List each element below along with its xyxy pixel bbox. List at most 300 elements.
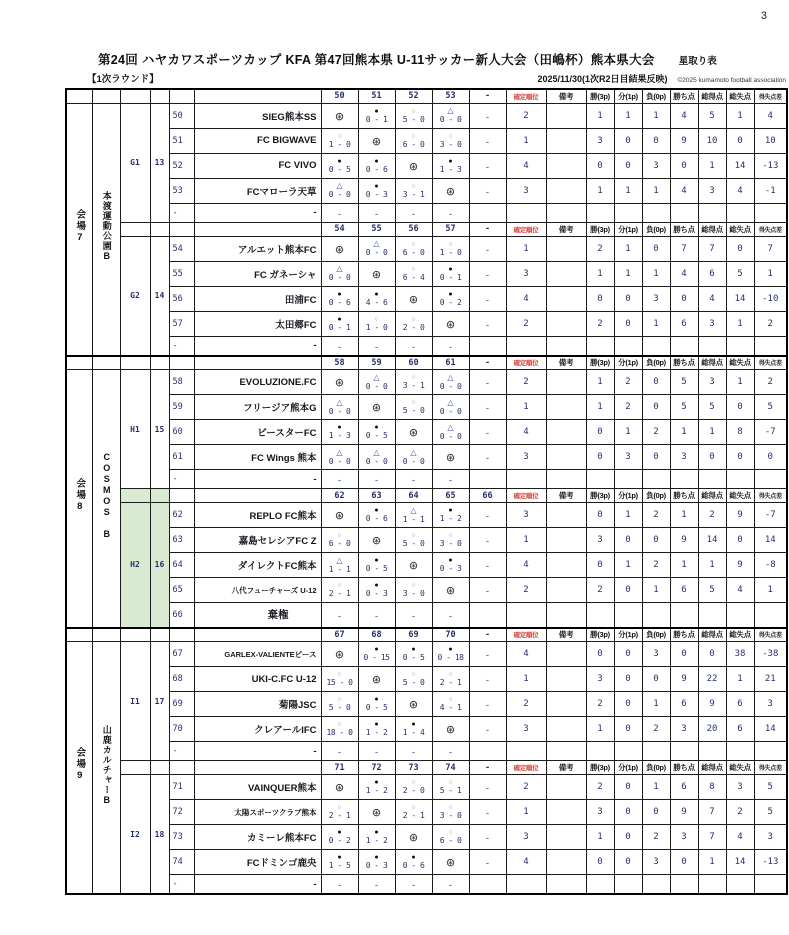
remarks-cell <box>546 395 586 420</box>
wins-cell: 1 <box>586 370 614 395</box>
score-text: 5 - 1 <box>439 786 462 795</box>
team-name-cell: ビースターFC <box>194 420 321 445</box>
goal-diff-cell: -10 <box>754 286 787 311</box>
goals-for-cell: 1 <box>698 153 726 178</box>
result-cell <box>321 742 358 761</box>
wins-cell <box>586 336 614 356</box>
result-cell <box>432 178 469 203</box>
score-text: 0 - 6 <box>365 164 388 174</box>
group-header-spacer <box>120 489 150 503</box>
result-cell <box>469 203 506 222</box>
win-mark-icon: ○ <box>411 265 416 273</box>
result-cell <box>469 336 506 356</box>
remarks-cell <box>546 178 586 203</box>
team-row <box>66 261 787 286</box>
team-row <box>66 825 787 850</box>
empty-row <box>66 336 787 356</box>
goals-for-cell <box>698 603 726 628</box>
losses-cell <box>642 742 670 761</box>
result-cell <box>395 667 432 692</box>
result-cell <box>358 503 395 528</box>
result-cell <box>358 103 395 128</box>
league-number: 15 <box>150 370 169 489</box>
score-text: 6 - 0 <box>402 247 425 257</box>
result-cell <box>432 336 469 356</box>
rank-cell: 3 <box>506 717 546 742</box>
result-date-note: 2025/11/30(1次R2日目結果反映) <box>537 74 668 84</box>
rank-cell: 2 <box>506 775 546 800</box>
draw-mark-icon: △ <box>447 372 454 382</box>
team-number-cell: - <box>169 203 194 222</box>
result-cell <box>432 667 469 692</box>
team-row <box>66 420 787 445</box>
loss-mark-icon: ● <box>337 157 342 165</box>
draws-cell: 0 <box>614 825 642 850</box>
points-cell <box>670 742 698 761</box>
losses-cell <box>642 470 670 489</box>
self-match-icon: ⊛ <box>445 585 456 597</box>
team-name-cell: FC VIVO <box>194 153 321 178</box>
losses-cell: 1 <box>642 311 670 336</box>
team-name-cell: 田浦FC <box>194 286 321 311</box>
result-cell <box>432 420 469 445</box>
win-mark-icon: ○ <box>411 399 416 406</box>
draws-cell: 0 <box>614 286 642 311</box>
result-cell <box>358 667 395 692</box>
no-match-dash: - <box>375 747 378 757</box>
no-match-dash: - <box>338 341 341 352</box>
team-number-cell: 72 <box>169 800 194 825</box>
goals-against-cell: 4 <box>726 578 754 603</box>
result-cell <box>395 286 432 311</box>
score-text: 0 - 6 <box>328 297 351 307</box>
wins-cell <box>586 470 614 489</box>
no-match-dash: - <box>486 294 489 305</box>
points-cell: 1 <box>670 503 698 528</box>
no-match-dash: - <box>486 675 489 685</box>
opponent-column-header: 67 <box>321 628 358 642</box>
rank-column-header: 確定順位 <box>506 356 546 370</box>
losses-cell: 1 <box>642 178 670 203</box>
draws-cell: 0 <box>614 775 642 800</box>
wins-cell: 2 <box>586 775 614 800</box>
draws-cell: 0 <box>614 800 642 825</box>
losses-column-header: 負(0p) <box>642 356 670 370</box>
league-number: 16 <box>150 503 169 628</box>
loss-mark-icon: ● <box>448 646 453 653</box>
opponent-column-header: 54 <box>321 222 358 236</box>
win-mark-icon: ○ <box>337 582 342 589</box>
score-text: 0 - 18 <box>437 653 464 662</box>
result-cell <box>432 825 469 850</box>
result-cell <box>321 395 358 420</box>
points-cell: 0 <box>670 850 698 875</box>
draws-column-header: 分(1p) <box>614 761 642 775</box>
score-text: 18 - 0 <box>326 728 353 737</box>
win-mark-icon: ○ <box>374 315 379 323</box>
result-cell <box>432 553 469 578</box>
loss-mark-icon: ● <box>374 646 379 653</box>
wins-column-header: 勝(3p) <box>586 89 614 103</box>
opponent-column-header: 66 <box>469 489 506 503</box>
team-number-cell: 53 <box>169 178 194 203</box>
result-cell <box>358 445 395 470</box>
rank-cell: 1 <box>506 667 546 692</box>
wins-cell: 2 <box>586 311 614 336</box>
score-text: 0 - 0 <box>365 456 388 466</box>
result-cell <box>469 286 506 311</box>
loss-mark-icon: ● <box>337 854 342 861</box>
goal-diff-cell: 14 <box>754 717 787 742</box>
points-cell: 0 <box>670 153 698 178</box>
team-name-cell: クレアールIFC <box>194 717 321 742</box>
goals-for-cell: 5 <box>698 578 726 603</box>
team-name-cell: GARLEX-VALIENTEピース <box>194 642 321 667</box>
loss-mark-icon: ● <box>411 646 416 653</box>
goals-for-cell: 0 <box>698 642 726 667</box>
team-name-cell: フリージア熊本G <box>194 395 321 420</box>
goals-for-cell: 5 <box>698 395 726 420</box>
wins-cell: 0 <box>586 553 614 578</box>
result-cell <box>432 286 469 311</box>
team-name-cell: VAINQUER熊本 <box>194 775 321 800</box>
no-match-dash: - <box>486 725 489 735</box>
result-cell <box>432 875 469 895</box>
goal-diff-cell: 5 <box>754 775 787 800</box>
team-row <box>66 692 787 717</box>
win-mark-icon: ○ <box>448 240 453 248</box>
rank-cell: 4 <box>506 286 546 311</box>
result-cell <box>358 603 395 628</box>
goals-against-column-header: 総失点 <box>726 489 754 503</box>
empty-row <box>66 742 787 761</box>
team-number-cell: - <box>169 470 194 489</box>
score-text: 0 - 0 <box>402 456 425 466</box>
group-label: I2 <box>120 775 150 895</box>
points-cell <box>670 203 698 222</box>
rank-cell: 3 <box>506 445 546 470</box>
goals-for-cell: 1 <box>698 850 726 875</box>
goal-diff-cell <box>754 742 787 761</box>
result-cell <box>469 528 506 553</box>
goals-against-cell: 14 <box>726 286 754 311</box>
goals-for-cell <box>698 742 726 761</box>
wins-cell <box>586 603 614 628</box>
remarks-cell <box>546 128 586 153</box>
remarks-cell <box>546 825 586 850</box>
score-text: 0 - 3 <box>365 861 388 870</box>
opponent-column-header: 59 <box>358 356 395 370</box>
losses-cell <box>642 875 670 895</box>
venue-name-label-text: 本渡運動公園B <box>101 191 112 262</box>
sub-header-row <box>65 71 786 85</box>
score-text: 2 - 1 <box>439 678 462 687</box>
result-cell <box>432 800 469 825</box>
team-row <box>66 236 787 261</box>
goals-against-cell <box>726 203 754 222</box>
league-number: 14 <box>150 236 169 356</box>
goal-diff-cell: -13 <box>754 850 787 875</box>
score-text: 15 - 0 <box>326 678 353 687</box>
score-text: 0 - 0 <box>439 406 462 416</box>
result-cell <box>358 261 395 286</box>
score-text: 0 - 0 <box>328 190 351 199</box>
loss-mark-icon: ● <box>374 829 379 836</box>
result-cell <box>432 395 469 420</box>
goals-against-cell: 3 <box>726 775 754 800</box>
goals-for-cell: 1 <box>698 553 726 578</box>
result-cell <box>469 775 506 800</box>
goals-for-cell <box>698 203 726 222</box>
self-match-icon: ⊛ <box>371 674 382 686</box>
no-match-dash: - <box>375 475 378 485</box>
goals-for-cell: 6 <box>698 261 726 286</box>
draw-mark-icon: △ <box>410 505 417 515</box>
result-cell <box>358 692 395 717</box>
goals-against-cell: 1 <box>726 667 754 692</box>
points-cell <box>670 603 698 628</box>
loss-mark-icon: ● <box>411 854 416 861</box>
no-match-dash: - <box>449 475 452 485</box>
self-match-icon: ⊛ <box>371 807 382 819</box>
league-number-header-spacer <box>150 628 169 642</box>
losses-column-header: 負(0p) <box>642 89 670 103</box>
goals-for-cell: 8 <box>698 775 726 800</box>
team-name-cell: FCドミンゴ鹿央 <box>194 850 321 875</box>
result-cell <box>432 775 469 800</box>
wins-cell <box>586 203 614 222</box>
team-number-cell: 58 <box>169 370 194 395</box>
team-name-cell: - <box>194 875 321 895</box>
remarks-cell <box>546 578 586 603</box>
result-cell <box>321 103 358 128</box>
remarks-cell <box>546 692 586 717</box>
score-text: 1 - 0 <box>365 322 388 332</box>
win-mark-icon: ○ <box>448 532 453 539</box>
remarks-cell <box>546 528 586 553</box>
goals-against-column-header: 総失点 <box>726 89 754 103</box>
wins-cell: 1 <box>586 103 614 128</box>
opponent-column-header: 55 <box>358 222 395 236</box>
draw-mark-icon: △ <box>447 106 454 115</box>
loss-mark-icon: ● <box>337 424 342 431</box>
no-match-dash: - <box>449 880 452 890</box>
draws-cell <box>614 336 642 356</box>
result-cell <box>395 261 432 286</box>
goals-for-cell: 9 <box>698 692 726 717</box>
remarks-column-header: 備考 <box>546 761 586 775</box>
losses-cell: 0 <box>642 395 670 420</box>
score-text: 0 - 3 <box>365 589 388 598</box>
win-mark-icon: ○ <box>411 240 416 248</box>
team-number-header-spacer <box>169 761 194 775</box>
losses-cell: 0 <box>642 370 670 395</box>
no-match-dash: - <box>449 208 452 219</box>
result-cell <box>395 875 432 895</box>
self-match-icon: ⊛ <box>334 377 345 389</box>
opponent-column-header: 58 <box>321 356 358 370</box>
team-name-header-spacer <box>194 628 321 642</box>
no-match-dash: - <box>486 833 489 843</box>
venue-label-text: 会場8 <box>74 477 86 514</box>
goals-against-cell: 1 <box>726 370 754 395</box>
result-cell <box>321 692 358 717</box>
self-match-icon: ⊛ <box>408 832 419 844</box>
score-text: 0 - 0 <box>365 381 388 391</box>
result-cell <box>469 578 506 603</box>
team-name-cell: 八代フューチャーズ U-12 <box>194 578 321 603</box>
team-number-cell: 62 <box>169 503 194 528</box>
draws-cell <box>614 742 642 761</box>
self-match-icon: ⊛ <box>445 185 456 198</box>
team-number-header-spacer <box>169 89 194 103</box>
score-text: 0 - 0 <box>439 115 462 124</box>
sub-header-right <box>537 72 786 85</box>
team-number-cell: 68 <box>169 667 194 692</box>
goals-for-cell: 0 <box>698 445 726 470</box>
no-match-dash: - <box>486 136 489 147</box>
points-column-header: 勝ち点 <box>670 89 698 103</box>
remarks-column-header: 備考 <box>546 489 586 503</box>
rank-cell: 1 <box>506 528 546 553</box>
win-mark-icon: ○ <box>337 721 342 728</box>
remarks-cell <box>546 370 586 395</box>
points-column-header: 勝ち点 <box>670 222 698 236</box>
rank-cell: 1 <box>506 395 546 420</box>
block-header-row <box>66 628 787 642</box>
wins-cell: 2 <box>586 578 614 603</box>
score-text: 5 - 0 <box>402 678 425 687</box>
team-row <box>66 528 787 553</box>
team-number-cell: 60 <box>169 420 194 445</box>
losses-cell: 2 <box>642 717 670 742</box>
league-number: 18 <box>150 775 169 895</box>
score-text: 0 - 15 <box>363 653 390 662</box>
result-cell <box>395 370 432 395</box>
score-text: 1 - 2 <box>365 836 388 845</box>
result-cell <box>469 742 506 761</box>
points-column-header: 勝ち点 <box>670 761 698 775</box>
score-text: 3 - 0 <box>439 139 462 149</box>
venue-name-label-text: 山鹿カルチャーB <box>101 724 112 806</box>
goal-diff-cell: 1 <box>754 261 787 286</box>
team-name-header-spacer <box>194 489 321 503</box>
loss-mark-icon: ● <box>448 290 453 298</box>
score-text: 6 - 4 <box>402 272 425 282</box>
goal-diff-cell: 10 <box>754 128 787 153</box>
result-cell <box>469 395 506 420</box>
no-match-dash: - <box>486 111 489 122</box>
team-name-cell: - <box>194 336 321 356</box>
goals-against-cell: 1 <box>726 103 754 128</box>
rank-cell: 2 <box>506 692 546 717</box>
wins-cell: 3 <box>586 800 614 825</box>
league-number: 17 <box>150 642 169 761</box>
wins-column-header: 勝(3p) <box>586 356 614 370</box>
draws-cell: 1 <box>614 503 642 528</box>
wins-cell: 2 <box>586 236 614 261</box>
remarks-cell <box>546 103 586 128</box>
goals-for-cell: 5 <box>698 103 726 128</box>
team-name-cell: - <box>194 470 321 489</box>
team-name-cell: 太田郷FC <box>194 311 321 336</box>
team-number-cell: 51 <box>169 128 194 153</box>
result-cell <box>469 236 506 261</box>
result-cell <box>469 470 506 489</box>
score-text: 1 - 0 <box>439 247 462 257</box>
draws-cell: 1 <box>614 103 642 128</box>
draws-cell: 0 <box>614 578 642 603</box>
remarks-column-header: 備考 <box>546 222 586 236</box>
result-cell <box>469 103 506 128</box>
empty-row <box>66 470 787 489</box>
team-number-header-spacer <box>169 628 194 642</box>
goal-diff-cell: -13 <box>754 153 787 178</box>
goal-diff-column-header: 得失点差 <box>754 222 787 236</box>
win-mark-icon: ○ <box>337 532 342 539</box>
goals-against-cell <box>726 603 754 628</box>
win-mark-icon: ○ <box>411 779 416 786</box>
remarks-cell <box>546 261 586 286</box>
wins-cell: 0 <box>586 642 614 667</box>
points-cell: 7 <box>670 236 698 261</box>
points-cell: 9 <box>670 528 698 553</box>
result-cell <box>395 503 432 528</box>
result-cell <box>395 800 432 825</box>
points-cell: 6 <box>670 692 698 717</box>
goals-against-cell: 4 <box>726 825 754 850</box>
losses-cell: 3 <box>642 286 670 311</box>
opponent-column-header: 57 <box>432 222 469 236</box>
points-cell: 6 <box>670 578 698 603</box>
score-text: 1 - 2 <box>365 786 388 795</box>
goals-for-column-header: 総得点 <box>698 222 726 236</box>
draws-cell: 1 <box>614 553 642 578</box>
draw-mark-icon: △ <box>373 372 380 382</box>
venue-header-spacer <box>66 89 92 103</box>
wins-column-header: 勝(3p) <box>586 628 614 642</box>
draw-mark-icon: △ <box>410 447 417 457</box>
score-text: 0 - 3 <box>439 564 462 573</box>
result-cell <box>432 578 469 603</box>
team-row <box>66 286 787 311</box>
team-name-cell: 棄権 <box>194 603 321 628</box>
venue-name-label-text: COSMOS B <box>101 451 112 540</box>
result-cell <box>469 178 506 203</box>
opponent-column-header: - <box>469 628 506 642</box>
no-match-dash: - <box>338 880 341 890</box>
venue-name-header-spacer <box>92 356 120 370</box>
opponent-column-header: 51 <box>358 89 395 103</box>
opponent-column-header: 69 <box>395 628 432 642</box>
points-cell: 3 <box>670 825 698 850</box>
win-mark-icon: ○ <box>411 315 416 323</box>
team-number-cell: 69 <box>169 692 194 717</box>
losses-cell: 3 <box>642 153 670 178</box>
self-match-icon: ⊛ <box>334 110 345 123</box>
team-row <box>66 800 787 825</box>
opponent-column-header: 71 <box>321 761 358 775</box>
star-chart-table <box>65 88 788 895</box>
team-row <box>66 311 787 336</box>
league-number-header-spacer <box>150 89 169 103</box>
losses-cell: 3 <box>642 850 670 875</box>
goals-against-cell: 1 <box>726 311 754 336</box>
score-text: 0 - 0 <box>328 456 351 466</box>
result-cell <box>358 470 395 489</box>
draw-mark-icon: △ <box>336 555 343 565</box>
remarks-cell <box>546 775 586 800</box>
